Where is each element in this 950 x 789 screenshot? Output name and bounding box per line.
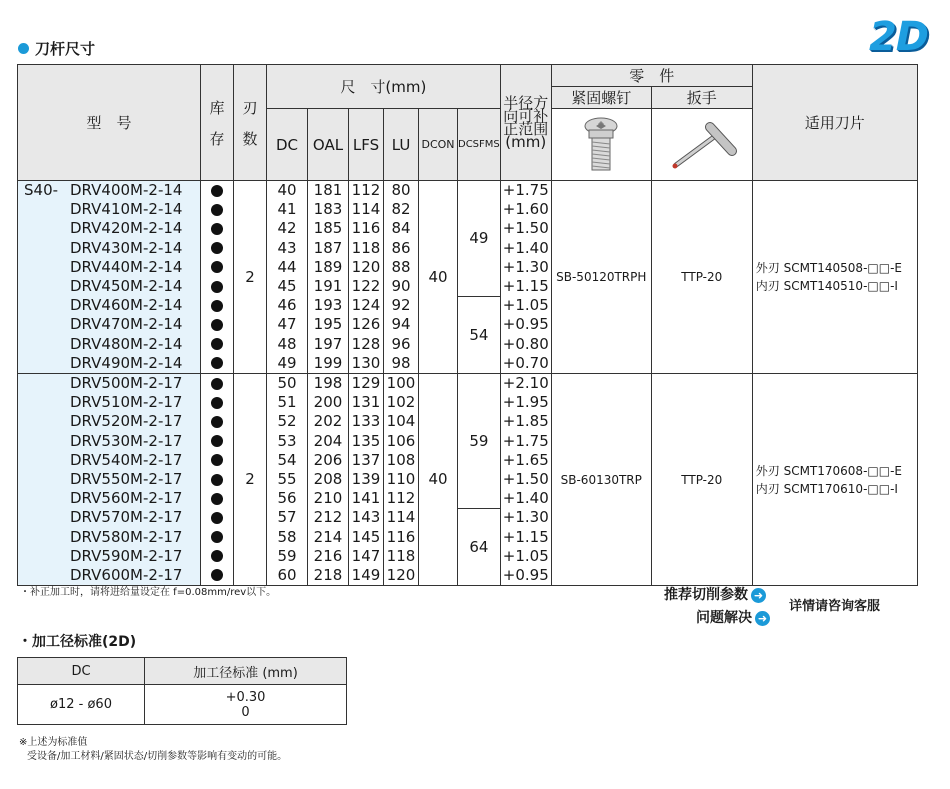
- in-stock-dot-icon: [211, 569, 223, 581]
- note-line-2: 受设备/加工材料/紧固状态/切削参数等影响有变动的可能。: [27, 751, 288, 762]
- screw-g2: SB-60130TRP: [551, 374, 651, 586]
- in-stock-dot-icon: [211, 185, 223, 197]
- section-title: [18, 38, 95, 58]
- dcon-g1: 40: [419, 181, 458, 374]
- in-stock-dot-icon: [211, 474, 223, 486]
- header-screw: 紧固螺钉: [551, 87, 651, 109]
- note-line-1: ※上述为标准值: [19, 737, 88, 748]
- compensation-footnote: ・补正加工时，请将进给量设定在 f=0.08mm/rev以下。: [20, 587, 277, 598]
- header-model: 型 号: [18, 65, 201, 181]
- std-header-std: 加工径标准 (mm): [145, 658, 347, 685]
- model-list-g1: S40- DRV400M-2-14 DRV410M-2-14 DRV420M-2-14 DRV430M-2-14 DRV440M-2-14 DRV450M-2-14 DRV460M-2-14 DRV470M-2-14 DRV480M-2-14 DRV490M-2-14: [18, 181, 201, 374]
- bullet-dot-icon: [18, 43, 29, 54]
- lfs-column-g2: 129 131 133 135 137 139 141 143 145 147 149: [349, 374, 384, 586]
- cutting-params-link[interactable]: 推荐切削参数 ➜: [664, 584, 766, 604]
- stock-column-g2: [201, 374, 234, 586]
- header-radial-range: 半径方 向可补 正范围 (mm): [500, 65, 551, 181]
- header-dcsfms: DCSFMS: [458, 109, 501, 181]
- screw-image: [551, 109, 651, 181]
- in-stock-dot-icon: [211, 242, 223, 254]
- flutes-g2: 2: [234, 374, 267, 586]
- in-stock-dot-icon: [211, 454, 223, 466]
- radial-column-g1: +1.75 +1.60 +1.50 +1.40 +1.30 +1.15 +1.05 +0.95 +0.80 +0.70: [500, 181, 551, 374]
- dcon-g2: 40: [419, 374, 458, 586]
- in-stock-dot-icon: [211, 531, 223, 543]
- inserts-g1: 外刃 SCMT140508-□□-E 内刃 SCMT140510-□□-I: [752, 181, 917, 374]
- in-stock-dot-icon: [211, 493, 223, 505]
- in-stock-dot-icon: [211, 357, 223, 369]
- std-tolerance: +0.30 0: [145, 685, 347, 725]
- lu-column-g1: 80 82 84 86 88 90 92 94 96 98: [384, 181, 419, 374]
- wrench-image: [651, 109, 752, 181]
- dc-column-g2: 50 51 52 53 54 55 56 57 58 59 60: [267, 374, 308, 586]
- header-wrench: 扳手: [651, 87, 752, 109]
- header-stock: 库 存: [201, 65, 234, 181]
- header-flutes: 刃 数: [234, 65, 267, 181]
- model-list-g2: DRV500M-2-17 DRV510M-2-17 DRV520M-2-17 DRV530M-2-17 DRV540M-2-17 DRV550M-2-17 DRV560M-2-17 DRV570M-2-17 DRV580M-2-17 DRV590M-2-17 DRV600M-2-17: [18, 374, 201, 586]
- header-oal: OAL: [308, 109, 349, 181]
- header-inserts: 适用刀片: [752, 65, 917, 181]
- in-stock-dot-icon: [211, 378, 223, 390]
- dcsfms-g1: 49 54: [458, 181, 501, 374]
- in-stock-dot-icon: [211, 300, 223, 312]
- screw-g1: SB-50120TRPH: [551, 181, 651, 374]
- std-section-title: ・加工径标准(2D): [18, 634, 137, 650]
- wrench-g1: TTP-20: [651, 181, 752, 374]
- section-title-text: 刀杆尺寸: [35, 39, 96, 58]
- contact-text: 详情请咨询客服: [789, 599, 881, 614]
- header-parts: 零 件: [551, 65, 752, 87]
- wrench-icon: [662, 117, 742, 173]
- header-dcon: DCON: [419, 109, 458, 181]
- radial-column-g2: +2.10 +1.95 +1.85 +1.75 +1.65 +1.50 +1.40 +1.30 +1.15 +1.05 +0.95: [500, 374, 551, 586]
- header-dimensions: 尺 寸(mm): [267, 65, 501, 109]
- lfs-column-g1: 112 114 116 118 120 122 124 126 128 130: [349, 181, 384, 374]
- shank-dimensions-table: [17, 64, 918, 586]
- dcsfms-g2: 59 64: [458, 374, 501, 586]
- inserts-g2: 外刃 SCMT170608-□□-E 内刃 SCMT170610-□□-I: [752, 374, 917, 586]
- arrow-right-icon: ➜: [755, 611, 770, 626]
- in-stock-dot-icon: [211, 550, 223, 562]
- in-stock-dot-icon: [211, 416, 223, 428]
- header-dc: DC: [267, 109, 308, 181]
- oal-column-g1: 181 183 185 187 189 191 193 195 197 199: [308, 181, 349, 374]
- header-lu: LU: [384, 109, 419, 181]
- troubleshooting-link[interactable]: 问题解决 ➜: [696, 607, 770, 627]
- badge-2d: 2D: [868, 14, 928, 60]
- stock-column-g1: [201, 181, 234, 374]
- in-stock-dot-icon: [211, 281, 223, 293]
- dc-column-g1: 40 41 42 43 44 45 46 47 48 49: [267, 181, 308, 374]
- in-stock-dot-icon: [211, 223, 223, 235]
- wrench-g2: TTP-20: [651, 374, 752, 586]
- std-dc-range: ø12 - ø60: [18, 685, 145, 725]
- std-table: [17, 657, 347, 725]
- in-stock-dot-icon: [211, 261, 223, 273]
- in-stock-dot-icon: [211, 512, 223, 524]
- in-stock-dot-icon: [211, 435, 223, 447]
- arrow-right-icon: ➜: [751, 588, 766, 603]
- header-lfs: LFS: [349, 109, 384, 181]
- in-stock-dot-icon: [211, 338, 223, 350]
- in-stock-dot-icon: [211, 319, 223, 331]
- std-header-dc: DC: [18, 658, 145, 685]
- in-stock-dot-icon: [211, 397, 223, 409]
- in-stock-dot-icon: [211, 204, 223, 216]
- flutes-g1: 2: [234, 181, 267, 374]
- lu-column-g2: 100 102 104 106 108 110 112 114 116 118 120: [384, 374, 419, 586]
- screw-icon: [581, 116, 621, 174]
- oal-column-g2: 198 200 202 204 206 208 210 212 214 216 218: [308, 374, 349, 586]
